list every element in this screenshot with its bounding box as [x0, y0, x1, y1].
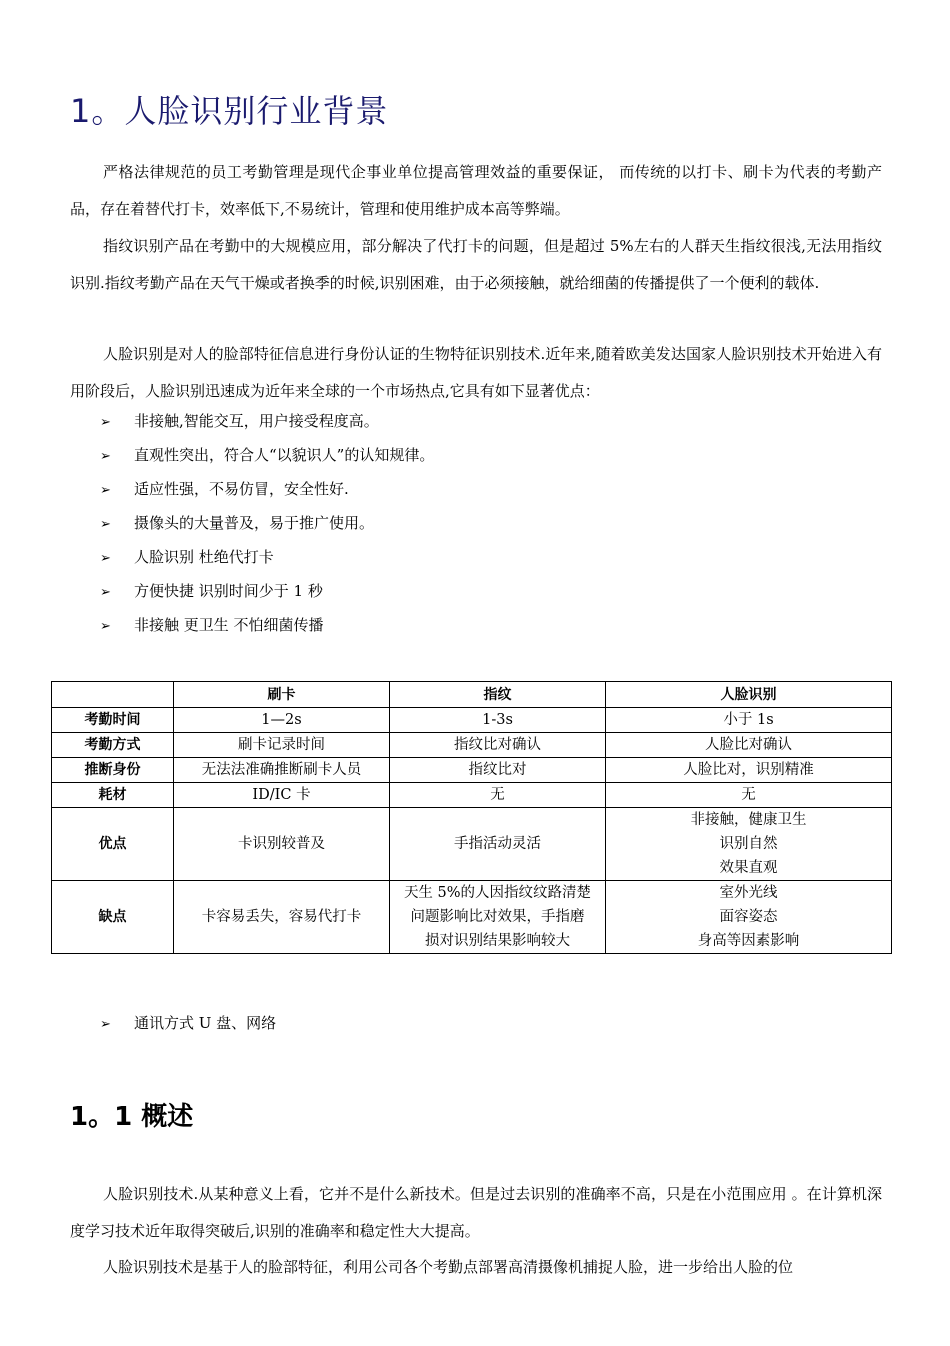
arrow-bullet-icon: ➢ — [100, 551, 111, 566]
table-cell: 卡容易丢失，容易代打卡 — [174, 881, 390, 954]
table-cell: 人脸比对确认 — [606, 733, 892, 758]
arrow-bullet-icon: ➢ — [100, 415, 111, 430]
arrow-bullet-icon: ➢ — [100, 619, 111, 634]
table-cell: 1-3s — [390, 708, 606, 733]
section-heading: 1。人脸识别行业背景 — [70, 92, 389, 130]
paragraph: 人脸识别是对人的脸部特征信息进行身份认证的生物特征识别技术.近年来,随着欧美发达国家人脸识别技术开始进入有用阶段后，人脸识别迅速成为近年来全球的一个市场热点,它具有如下显著优点： — [70, 345, 882, 400]
arrow-bullet-icon: ➢ — [100, 517, 111, 532]
arrow-bullet-icon: ➢ — [100, 585, 111, 600]
row-label: 推断身份 — [52, 758, 174, 783]
list-item — [100, 1006, 276, 1040]
comparison-table — [51, 681, 892, 954]
paragraph: 人脸识别技术.从某种意义上看，它并不是什么新技术。但是过去识别的准确率不高，只是在小范围应用 。在计算机深度学习技术近年取得突破后,识别的准确率和稳定性大大提高。 — [70, 1185, 882, 1240]
list-item-text: 方便快捷 识别时间少于 1 秒 — [134, 582, 323, 600]
table-row — [52, 783, 892, 808]
table-row — [52, 708, 892, 733]
paragraph: 指纹识别产品在考勤中的大规模应用，部分解决了代打卡的问题，但是超过 5%左右的人群天生指纹很浅,无法用指纹识别.指纹考勤产品在天气干燥或者换季的时候,识别困难，由于必须接触，就给细菌的传播提供了一个便利的载体. — [70, 237, 882, 292]
table-cell: 小于 1s — [606, 708, 892, 733]
table-cell: 无法法准确推断刷卡人员 — [174, 758, 390, 783]
paragraph: 严格法律规范的员工考勤管理是现代企事业单位提高管理效益的重要保证， 而传统的以打卡、刷卡为代表的考勤产品，存在着替代打卡，效率低下,不易统计，管理和使用维护成本高等弊端。 — [70, 163, 882, 218]
list-item — [100, 506, 434, 540]
list-item-text: 直观性突出，符合人“以貌识人”的认知规律。 — [134, 446, 435, 464]
table-header-cell: 人脸识别 — [606, 682, 892, 708]
table-row — [52, 881, 892, 954]
table-cell: 天生 5%的人因指纹纹路清楚 问题影响比对效果，手指磨 损对识别结果影响较大 — [390, 881, 606, 954]
table-cell: 人脸比对，识别精准 — [606, 758, 892, 783]
list-item-text: 人脸识别 杜绝代打卡 — [134, 548, 274, 566]
table-cell: ID/IC 卡 — [174, 783, 390, 808]
row-label: 优点 — [52, 808, 174, 881]
arrow-bullet-icon: ➢ — [100, 483, 111, 498]
table-cell: 刷卡记录时间 — [174, 733, 390, 758]
arrow-bullet-icon: ➢ — [100, 449, 111, 464]
table-row — [52, 758, 892, 783]
row-label: 耗材 — [52, 783, 174, 808]
list-item — [100, 438, 434, 472]
arrow-bullet-icon: ➢ — [100, 1017, 111, 1032]
row-label: 缺点 — [52, 881, 174, 954]
list-item-text: 适应性强，不易仿冒，安全性好. — [134, 480, 349, 498]
list-item — [100, 404, 434, 438]
table-cell: 1—2s — [174, 708, 390, 733]
table-cell: 手指活动灵活 — [390, 808, 606, 881]
table-cell: 非接触，健康卫生 识别自然 效果直观 — [606, 808, 892, 881]
list-item-text: 摄像头的大量普及，易于推广使用。 — [134, 514, 375, 532]
list-item — [100, 540, 434, 574]
row-label: 考勤方式 — [52, 733, 174, 758]
table-row — [52, 733, 892, 758]
table-header-cell — [52, 682, 174, 708]
paragraph: 人脸识别技术是基于人的脸部特征，利用公司各个考勤点部署高清摄像机捕捉人脸，进一步给出人脸的位 — [103, 1258, 794, 1276]
table-header-row — [52, 682, 892, 708]
table-cell: 室外光线 面容姿态 身高等因素影响 — [606, 881, 892, 954]
table-cell: 无 — [606, 783, 892, 808]
table-cell: 指纹比对 — [390, 758, 606, 783]
table-cell: 卡识别较普及 — [174, 808, 390, 881]
table-row — [52, 808, 892, 881]
row-label: 考勤时间 — [52, 708, 174, 733]
list-item-text: 非接触 更卫生 不怕细菌传播 — [134, 616, 324, 634]
list-item — [100, 574, 434, 608]
list-item-text: 非接触,智能交互，用户接受程度高。 — [134, 412, 379, 430]
subsection-heading: 1。1 概述 — [70, 1102, 194, 1132]
list-item — [100, 472, 434, 506]
table-cell: 无 — [390, 783, 606, 808]
table-header-cell: 刷卡 — [174, 682, 390, 708]
advantages-list — [100, 404, 434, 642]
table-header-cell: 指纹 — [390, 682, 606, 708]
table-cell: 指纹比对确认 — [390, 733, 606, 758]
list-item-text: 通讯方式 U 盘、网络 — [134, 1014, 277, 1032]
list-item — [100, 608, 434, 642]
